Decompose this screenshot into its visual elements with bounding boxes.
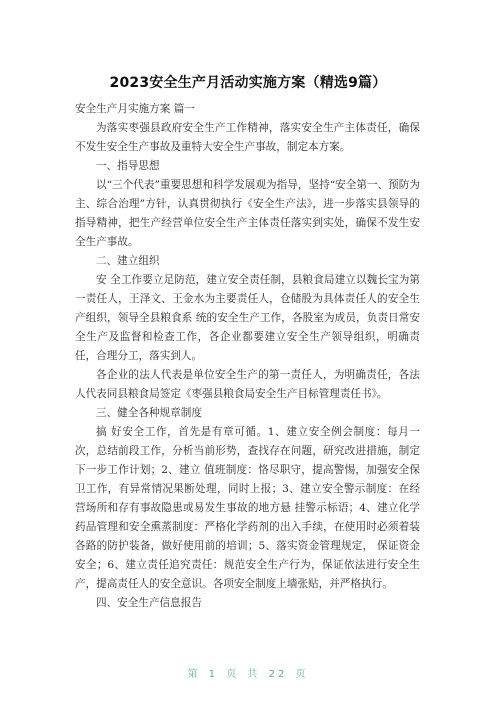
section-subheading: 安全生产月实施方案 篇一 (75, 103, 195, 115)
paragraph: 搞 好安全工作，首先是有章可循。1、建立安全例会制度：每月一次，总结前段工作，分析当前形势，查找存在问题，研究改进措施，制定下一步工作计划；2、建立 值班制度：恪尽职守，提高警惕，加强安全保卫工作，有异常情况果断处理，同时上报；3、建立安全警示制度：在经营场所和存有事故隐患或易发生事故的地方悬 挂警示标语；4、建立化学药品管理和安全熏蒸制度：严格化学药剂的出入手续，在使用时必须着装各路的防护装备，做好使用前的培训；5、落实资金管理规定， 保证资金安全；6、建立责任追究责任：规范安全生产行为，保证依法进行安全生产，提高责任人的安全意识。各项安全制度上墙张贴，并严格执行。 (75, 426, 420, 590)
document-body (75, 100, 420, 613)
total-label-prefix: 共 (247, 669, 261, 680)
section-heading: 三、健全各种规章制度 (96, 407, 202, 419)
section-heading: 一、指导思想 (96, 160, 160, 172)
section-heading: 四、安全生产信息报告 (96, 597, 202, 609)
total-pages: 22 (268, 669, 288, 680)
paragraph: 安 全工作要立足防范，建立安全责任制，县粮食局建立以魏长宝为第一责任人，王泽文、王金水为主要责任人，仓储股为具体责任人的安全生产组织，领导全县粮食系 统的安全生产工作，各股室为成员，负责日常安全生产及监督和检查工作，各企业都要建立安全生产领导组织，明确责任，合理分工，落实到人。 (75, 274, 420, 362)
section-heading: 二、建立组织 (96, 255, 160, 267)
total-label-suffix: 页 (295, 669, 309, 680)
page-label-mid: 页 (226, 669, 240, 680)
page-number: 1 (208, 669, 219, 680)
paragraph: 为落实枣强县政府安全生产工作精神，落实安全生产主体责任，确保不发生安全生产事故及重特大安全生产事故，制定本方案。 (75, 122, 420, 153)
paragraph: 以“三个代表”重要思想和科学发展观为指导，坚持“安全第一、预防为主、综合治理”方针，认真贯彻执行《安全生产法》，进一步落实县领导的指导精神，把生产经营单位安全生产主体责任落实到实处，确保不发生安全生产事故。 (75, 179, 420, 248)
document-title: 2023安全生产月活动实施方案（精选9篇） (109, 75, 387, 91)
paragraph: 各企业的法人代表是单位安全生产的第一责任人，为明确责任，各法人代表同县粮食局签定《枣强县粮食局安全生产目标管理责任书》。 (75, 369, 420, 400)
page-footer (0, 665, 496, 680)
page-label-prefix: 第 (187, 669, 201, 680)
